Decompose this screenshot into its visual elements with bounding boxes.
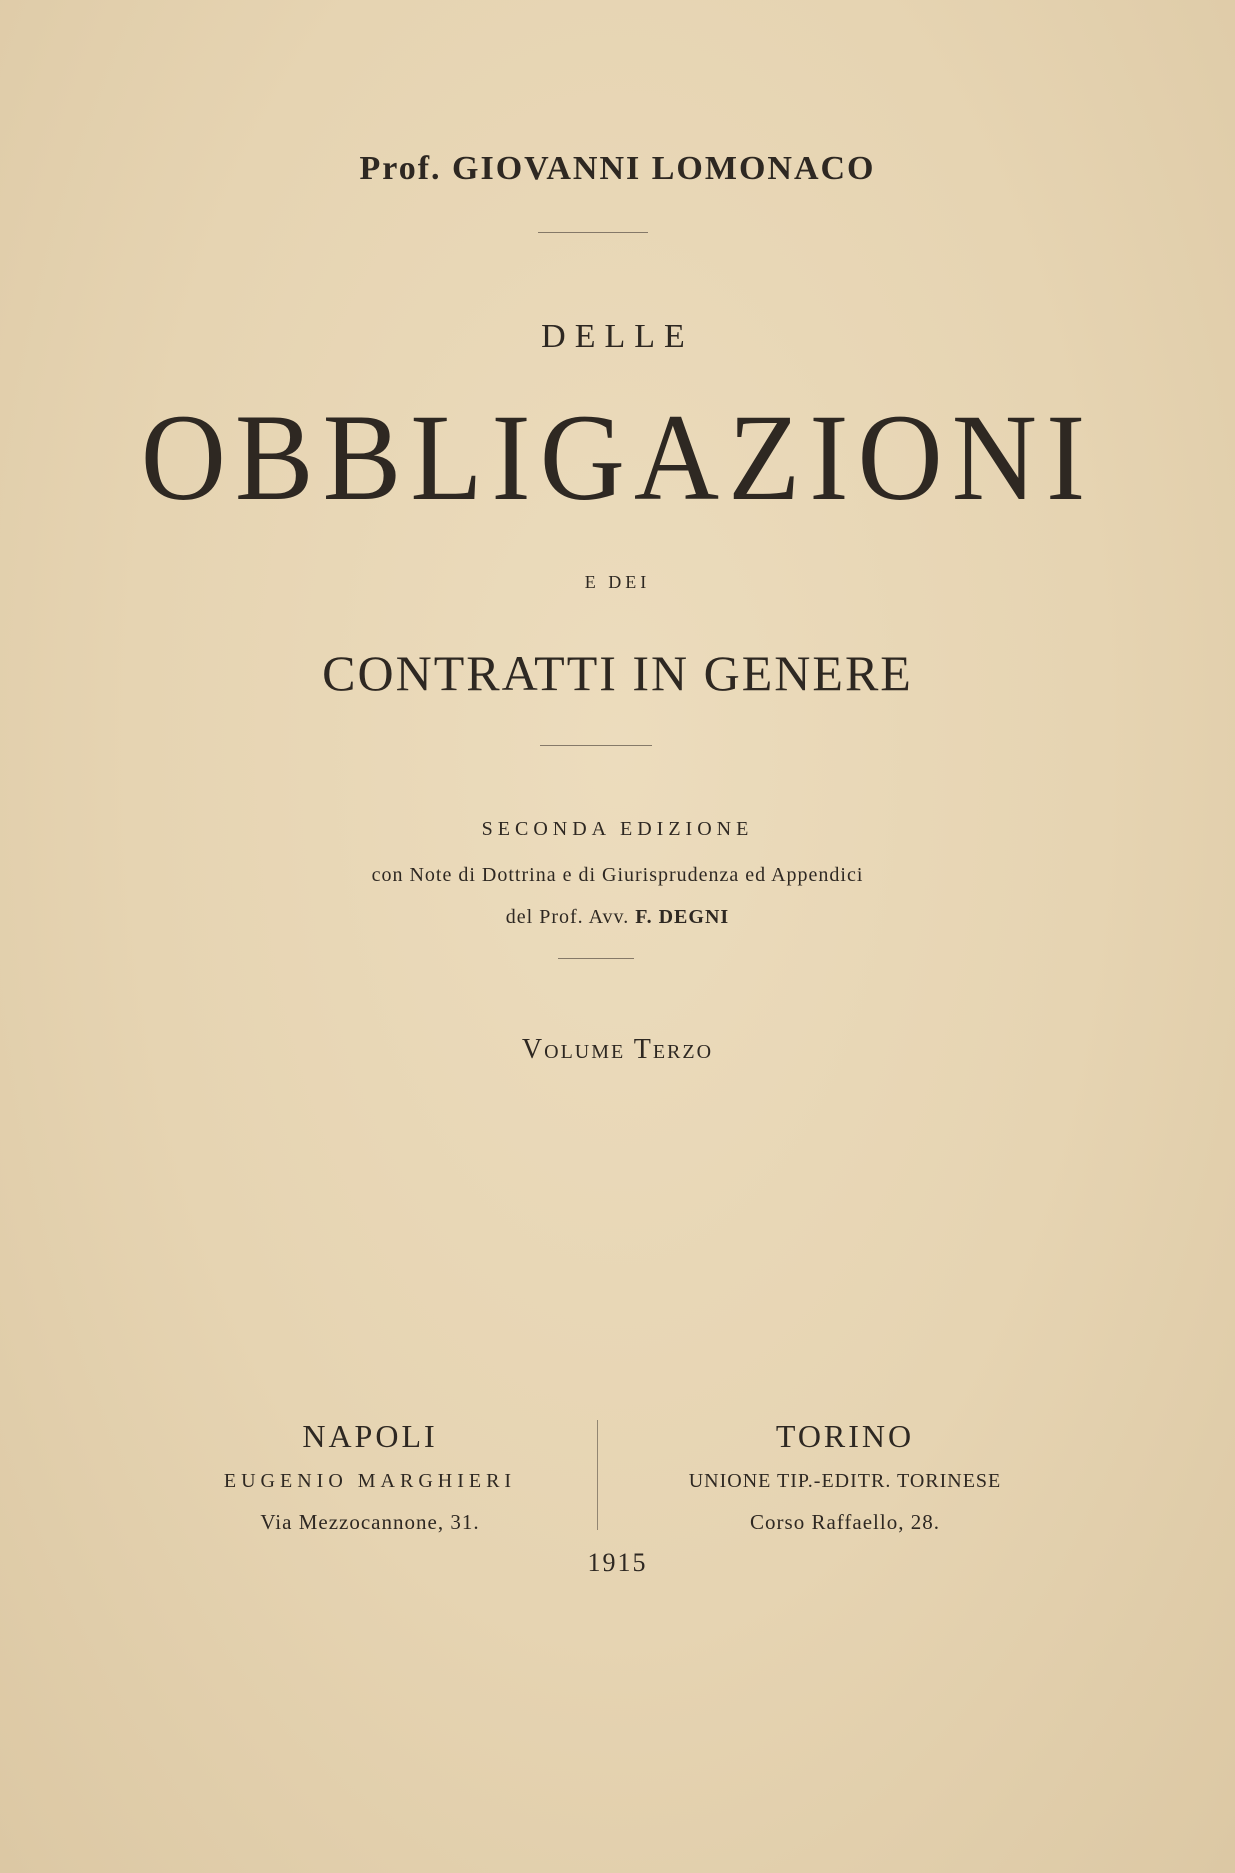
- title-subtitle: CONTRATTI IN GENERE: [322, 645, 913, 701]
- editor-prefix: del Prof. Avv.: [505, 906, 630, 928]
- editor-name: F. DEGNI: [635, 906, 730, 928]
- title-main: OBBLIGAZIONI: [140, 388, 1095, 527]
- title-e-dei: E DEI: [584, 572, 651, 592]
- rule-top: [538, 232, 648, 233]
- edition-editor: [0, 906, 1235, 929]
- imprint-right-address: Corso Raffaello, 28.: [750, 1510, 940, 1534]
- edition-label: SECONDA EDIZIONE: [481, 818, 754, 840]
- volume-label: Volume Terzo: [521, 1034, 714, 1065]
- imprint-right-city: TORINO: [775, 1418, 915, 1454]
- title-delle: DELLE: [541, 318, 694, 355]
- imprint-left-publisher: EUGENIO MARGHIERI: [223, 1470, 517, 1492]
- publication-year: 1915: [587, 1548, 648, 1577]
- imprint-left-city: NAPOLI: [302, 1418, 438, 1454]
- imprint-divider: [597, 1420, 598, 1530]
- author-name: Prof. GIOVANNI LOMONACO: [359, 150, 876, 187]
- rule-middle: [540, 745, 652, 746]
- imprint-right-publisher: UNIONE TIP.-EDITR. TORINESE: [688, 1470, 1002, 1492]
- imprint-left-address: Via Mezzocannone, 31.: [260, 1510, 480, 1534]
- edition-notes: con Note di Dottrina e di Giurisprudenza ed Appendici: [371, 864, 864, 886]
- rule-lower: [558, 958, 634, 959]
